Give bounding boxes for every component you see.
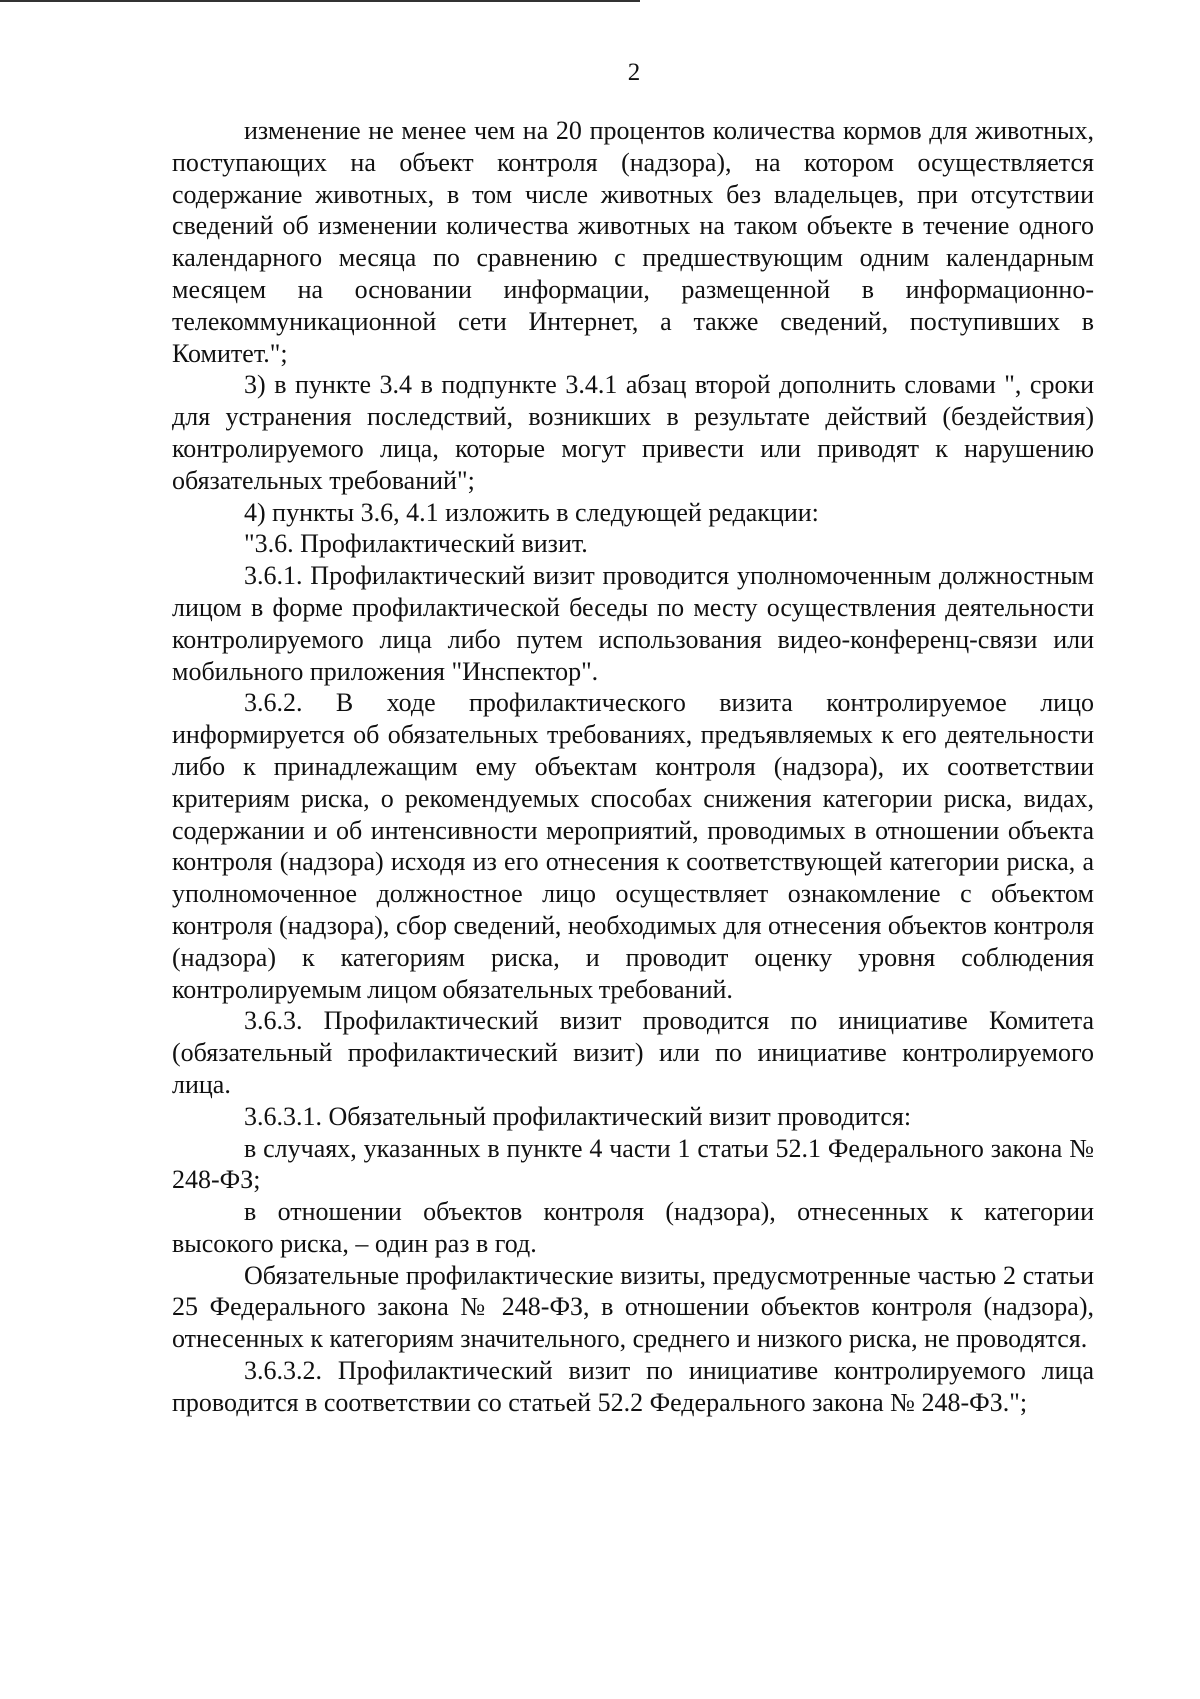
paragraph-amendment-3: 3) в пункте 3.4 в подпункте 3.4.1 абзац второй дополнить словами ", сроки для устранения последствий, возникших в результате действий (бездействия) контролируемого лица, которые могут привести или приводят к нарушению обязательных требований"; bbox=[172, 370, 1094, 495]
paragraph-mandatory-visits-note: Обязательные профилактические визиты, предусмотренные частью 2 статьи 25 Федерального закона № 248-ФЗ, в отношении объектов контроля (надзора), отнесенных к категориям значительного, среднего и низкого риска, не проводятся. bbox=[172, 1260, 1094, 1354]
page-number: 2 bbox=[627, 59, 641, 86]
paragraph-3-6-2: 3.6.2. В ходе профилактического визита контролируемое лицо информируется об обязательных требованиях, предъявляемых к его деятельности либо к принадлежащим ему объектам контроля (надзора), их соответствии критериям риска, о рекомендуемых способах снижения категории риска, видах, содержании и об интенсивности мероприятий, проводимых в отношении объекта контроля (надзора) исходя из его отнесения к соответствующей категории риска, а уполномоченное должностное лицо осуществляет ознакомление с объектом контроля (надзора), сбор сведений, необходимых для отнесения объектов контроля (надзора) к категориям риска, и проводит оценку уровня соблюдения контролируемым лицом обязательных требований. bbox=[172, 688, 1094, 1004]
paragraph-3-6-1: 3.6.1. Профилактический визит проводится уполномоченным должностным лицом в форме профилактической беседы по месту осуществления деятельности контролируемого лица либо путем использования видео-конференц-связи или мобильного приложения "Инспектор". bbox=[172, 561, 1094, 686]
document-body bbox=[172, 115, 1094, 1419]
scan-edge-line bbox=[0, 0, 640, 2]
paragraph-3-6-3-2: 3.6.3.2. Профилактический визит по инициативе контролируемого лица проводится в соответствии со статьей 52.2 Федерального закона № 248-ФЗ."; bbox=[172, 1356, 1094, 1417]
paragraph-3-6-3-1: 3.6.3.1. Обязательный профилактический визит проводится: bbox=[244, 1101, 912, 1131]
paragraph-3-6-3: 3.6.3. Профилактический визит проводится по инициативе Комитета (обязательный профилактический визит) или по инициативе контролируемого лица. bbox=[172, 1006, 1094, 1099]
paragraph-amendment-4: 4) пункты 3.6, 4.1 изложить в следующей редакции: bbox=[244, 497, 819, 527]
paragraph-section-3-6-heading: "3.6. Профилактический визит. bbox=[244, 529, 588, 559]
paragraph-case-high-risk: в отношении объектов контроля (надзора), отнесенных к категории высокого риска, – один раз в год. bbox=[172, 1197, 1094, 1258]
paragraph-feed-change: изменение не менее чем на 20 процентов количества кормов для животных, поступающих на объект контроля (надзора), на котором осуществляется содержание животных, в том числе животных без владельцев, при отсутствии сведений об изменении количества животных на таком объекте в течение одного календарного месяца по сравнению с предшествующим одним календарным месяцем на основании информации, размещенной в информационно-телекоммуникационной сети Интернет, а также сведений, поступивших в Комитет."; bbox=[172, 116, 1094, 368]
paragraph-case-federal-law: в случаях, указанных в пункте 4 части 1 статьи 52.1 Федерального закона № 248-ФЗ; bbox=[172, 1133, 1094, 1195]
